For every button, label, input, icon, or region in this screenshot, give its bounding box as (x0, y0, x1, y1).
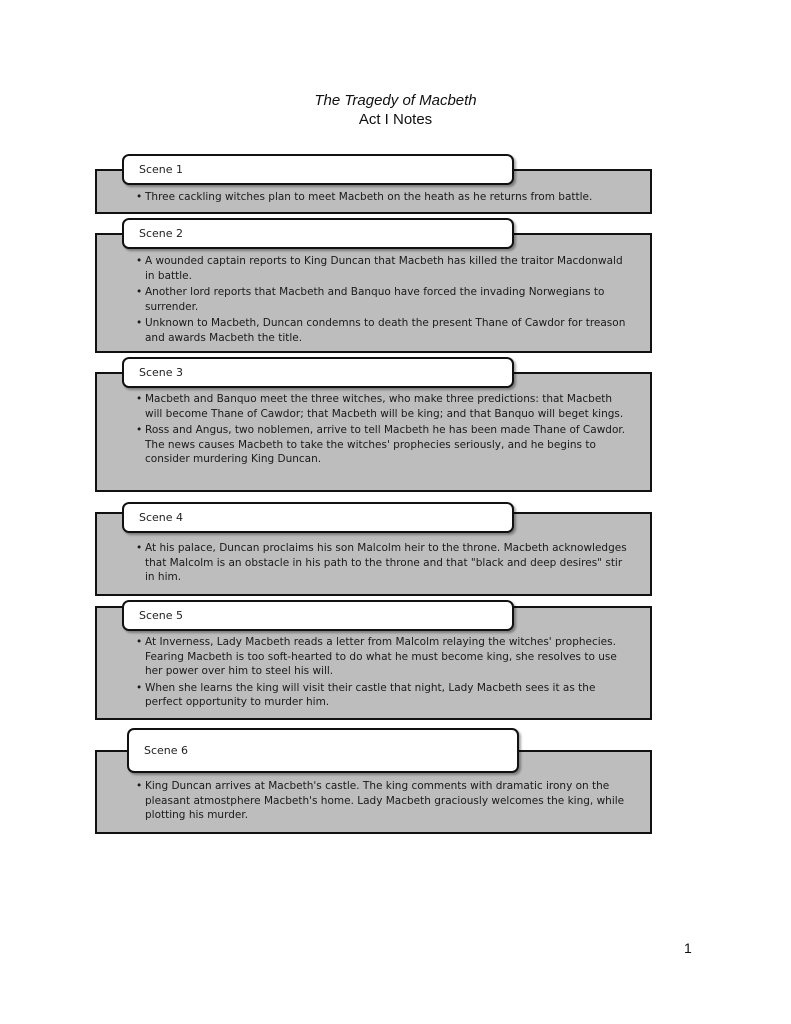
scene-6-tab: Scene 6 (127, 728, 519, 773)
scene-3-bullet-2: • Ross and Angus, two noblemen, arrive to tell Macbeth he has been made Thane of Cawdor. The news causes Macbeth to take the witches' prophecies seriously, and he begins to consider murdering King Duncan. (137, 423, 627, 467)
scene-4-tab: Scene 4 (122, 502, 514, 533)
scene-1-notes (137, 190, 627, 207)
document-title: The Tragedy of Macbeth (314, 92, 477, 109)
scene-4-bullet-1: • At his palace, Duncan proclaims his son Malcolm heir to the throne. Macbeth acknowledges that Malcolm is an obstacle in his path to the throne and that "black and deep desires" stir in him. (137, 541, 627, 585)
scene-6-notes (137, 779, 627, 825)
scene-2-tab: Scene 2 (122, 218, 514, 249)
scene-5-tab: Scene 5 (122, 600, 514, 631)
scene-5-notes (137, 635, 627, 712)
scene-2-bullet-3: • Unknown to Macbeth, Duncan condemns to death the present Thane of Cawdor for treason and awards Macbeth the title. (137, 316, 627, 345)
scene-3-tab: Scene 3 (122, 357, 514, 388)
scene-2-notes (137, 254, 627, 347)
scene-3-notes (137, 392, 627, 469)
document-subtitle: Act I Notes (358, 111, 433, 128)
scene-1-tab: Scene 1 (122, 154, 514, 185)
scene-5-bullet-1: • At Inverness, Lady Macbeth reads a letter from Malcolm relaying the witches' prophecies. Fearing Macbeth is too soft-hearted to do what he must become king, she resolves to use her power over him to steel his will. (137, 635, 627, 679)
scene-2-bullet-2: • Another lord reports that Macbeth and Banquo have forced the invading Norwegians to surrender. (137, 285, 627, 314)
scene-1-bullet-1: • Three cackling witches plan to meet Macbeth on the heath as he returns from battle. (137, 190, 627, 205)
scene-3-bullet-1: • Macbeth and Banquo meet the three witches, who make three predictions: that Macbeth will become Thane of Cawdor; that Macbeth will be king; and that Banquo will beget kings. (137, 392, 627, 421)
scene-6-bullet-1: • King Duncan arrives at Macbeth's castle. The king comments with dramatic irony on the pleasant atmostphere Macbeth's home. Lady Macbeth graciously welcomes the king, while plotting his murder. (137, 779, 627, 823)
page-number: 1 (684, 940, 692, 956)
scene-5-bullet-2: • When she learns the king will visit their castle that night, Lady Macbeth sees it as the perfect opportunity to murder him. (137, 681, 627, 710)
scene-2-bullet-1: • A wounded captain reports to King Duncan that Macbeth has killed the traitor Macdonwald in battle. (137, 254, 627, 283)
scene-4-notes (137, 541, 627, 587)
